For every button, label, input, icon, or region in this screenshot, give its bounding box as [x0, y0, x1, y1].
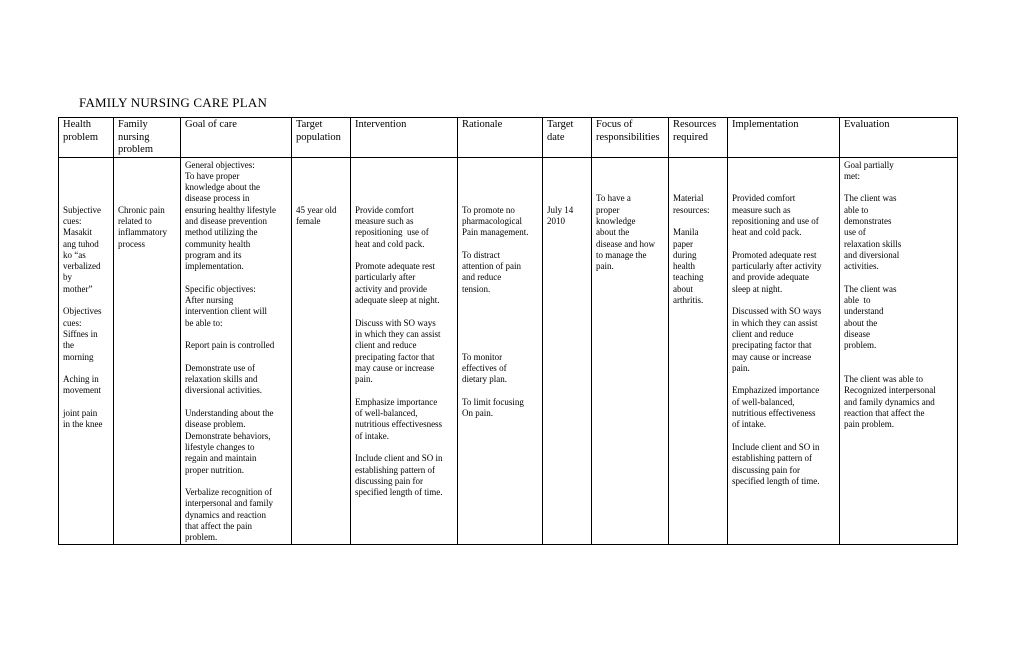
- header-target-date: Target date: [543, 118, 592, 158]
- cell-family-nursing-problem: Chronic pain related to inflammatory process: [114, 157, 181, 544]
- cell-evaluation: Goal partially met: The client was able to demonstrates use of relaxation skills and diversional activities. The client was able to understand about the disease problem. The client was able to Recognized interpersonal and family dynamics and reaction that affect the pain problem.: [840, 157, 958, 544]
- cell-rationale: To promote no pharmacological Pain management. To distract attention of pain and reduce tension. To monitor effectives of dietary plan. To limit focusing On pain.: [458, 157, 543, 544]
- cell-goal-of-care: General objectives: To have proper knowledge about the disease process in ensuring healthy lifestyle and disease prevention method utilizing the community health program and its implementation. Specific objectives: After nursing intervention client will be able to: Report pain is controlled Demonstrate use of relaxation skills and diversional activities. Understanding about the disease problem. Demonstrate behaviors, lifestyle changes to regain and maintain proper nutrition. Verbalize recognition of interpersonal and family dynamics and reaction that affect the pain problem.: [181, 157, 292, 544]
- cell-focus-of-responsibilities: To have a proper knowledge about the disease and how to manage the pain.: [592, 157, 669, 544]
- header-implementation: Implementation: [728, 118, 840, 158]
- cell-target-date: July 14 2010: [543, 157, 592, 544]
- table-row: [59, 157, 958, 544]
- cell-intervention: Provide comfort measure such as repositioning use of heat and cold pack. Promote adequate rest particularly after activity and provide adequate sleep at night. Discuss with SO ways in which they can assist client and reduce precipating factor that may cause or increase pain. Emphasize importance of well-balanced, nutritious effectivesness of intake. Include client and SO in establishing pattern of discussing pain for specified length of time.: [351, 157, 458, 544]
- header-resources-required: Resources required: [669, 118, 728, 158]
- header-target-population: Target population: [292, 118, 351, 158]
- cell-target-population: 45 year old female: [292, 157, 351, 544]
- care-plan-table: [58, 117, 958, 545]
- header-focus-of-responsibilities: Focus of responsibilities: [592, 118, 669, 158]
- header-intervention: Intervention: [351, 118, 458, 158]
- cell-resources-required: Material resources: Manila paper during health teaching about arthritis.: [669, 157, 728, 544]
- cell-health-problem: Subjective cues: Masakit ang tuhod ko “as verbalized by mother” Objectives cues: Siffnes in the morning Aching in movement joint pain in the knee: [59, 157, 114, 544]
- cell-implementation: Provided comfort measure such as repositioning and use of heat and cold pack. Promoted adequate rest particularly after activity and provide adequate sleep at night. Discussed with SO ways in which they can assist client and reduce precipating factor that may cause or increase pain. Emphazized importance of well-balanced, nutritious effectiveness of intake. Include client and SO in establishing pattern of discussing pain for specified length of time.: [728, 157, 840, 544]
- header-rationale: Rationale: [458, 118, 543, 158]
- header-family-nursing-problem: Family nursing problem: [114, 118, 181, 158]
- document-title: FAMILY NURSING CARE PLAN: [79, 95, 268, 110]
- header-row: [59, 118, 958, 158]
- header-goal-of-care: Goal of care: [181, 118, 292, 158]
- header-health-problem: Health problem: [59, 118, 114, 158]
- header-evaluation: Evaluation: [840, 118, 958, 158]
